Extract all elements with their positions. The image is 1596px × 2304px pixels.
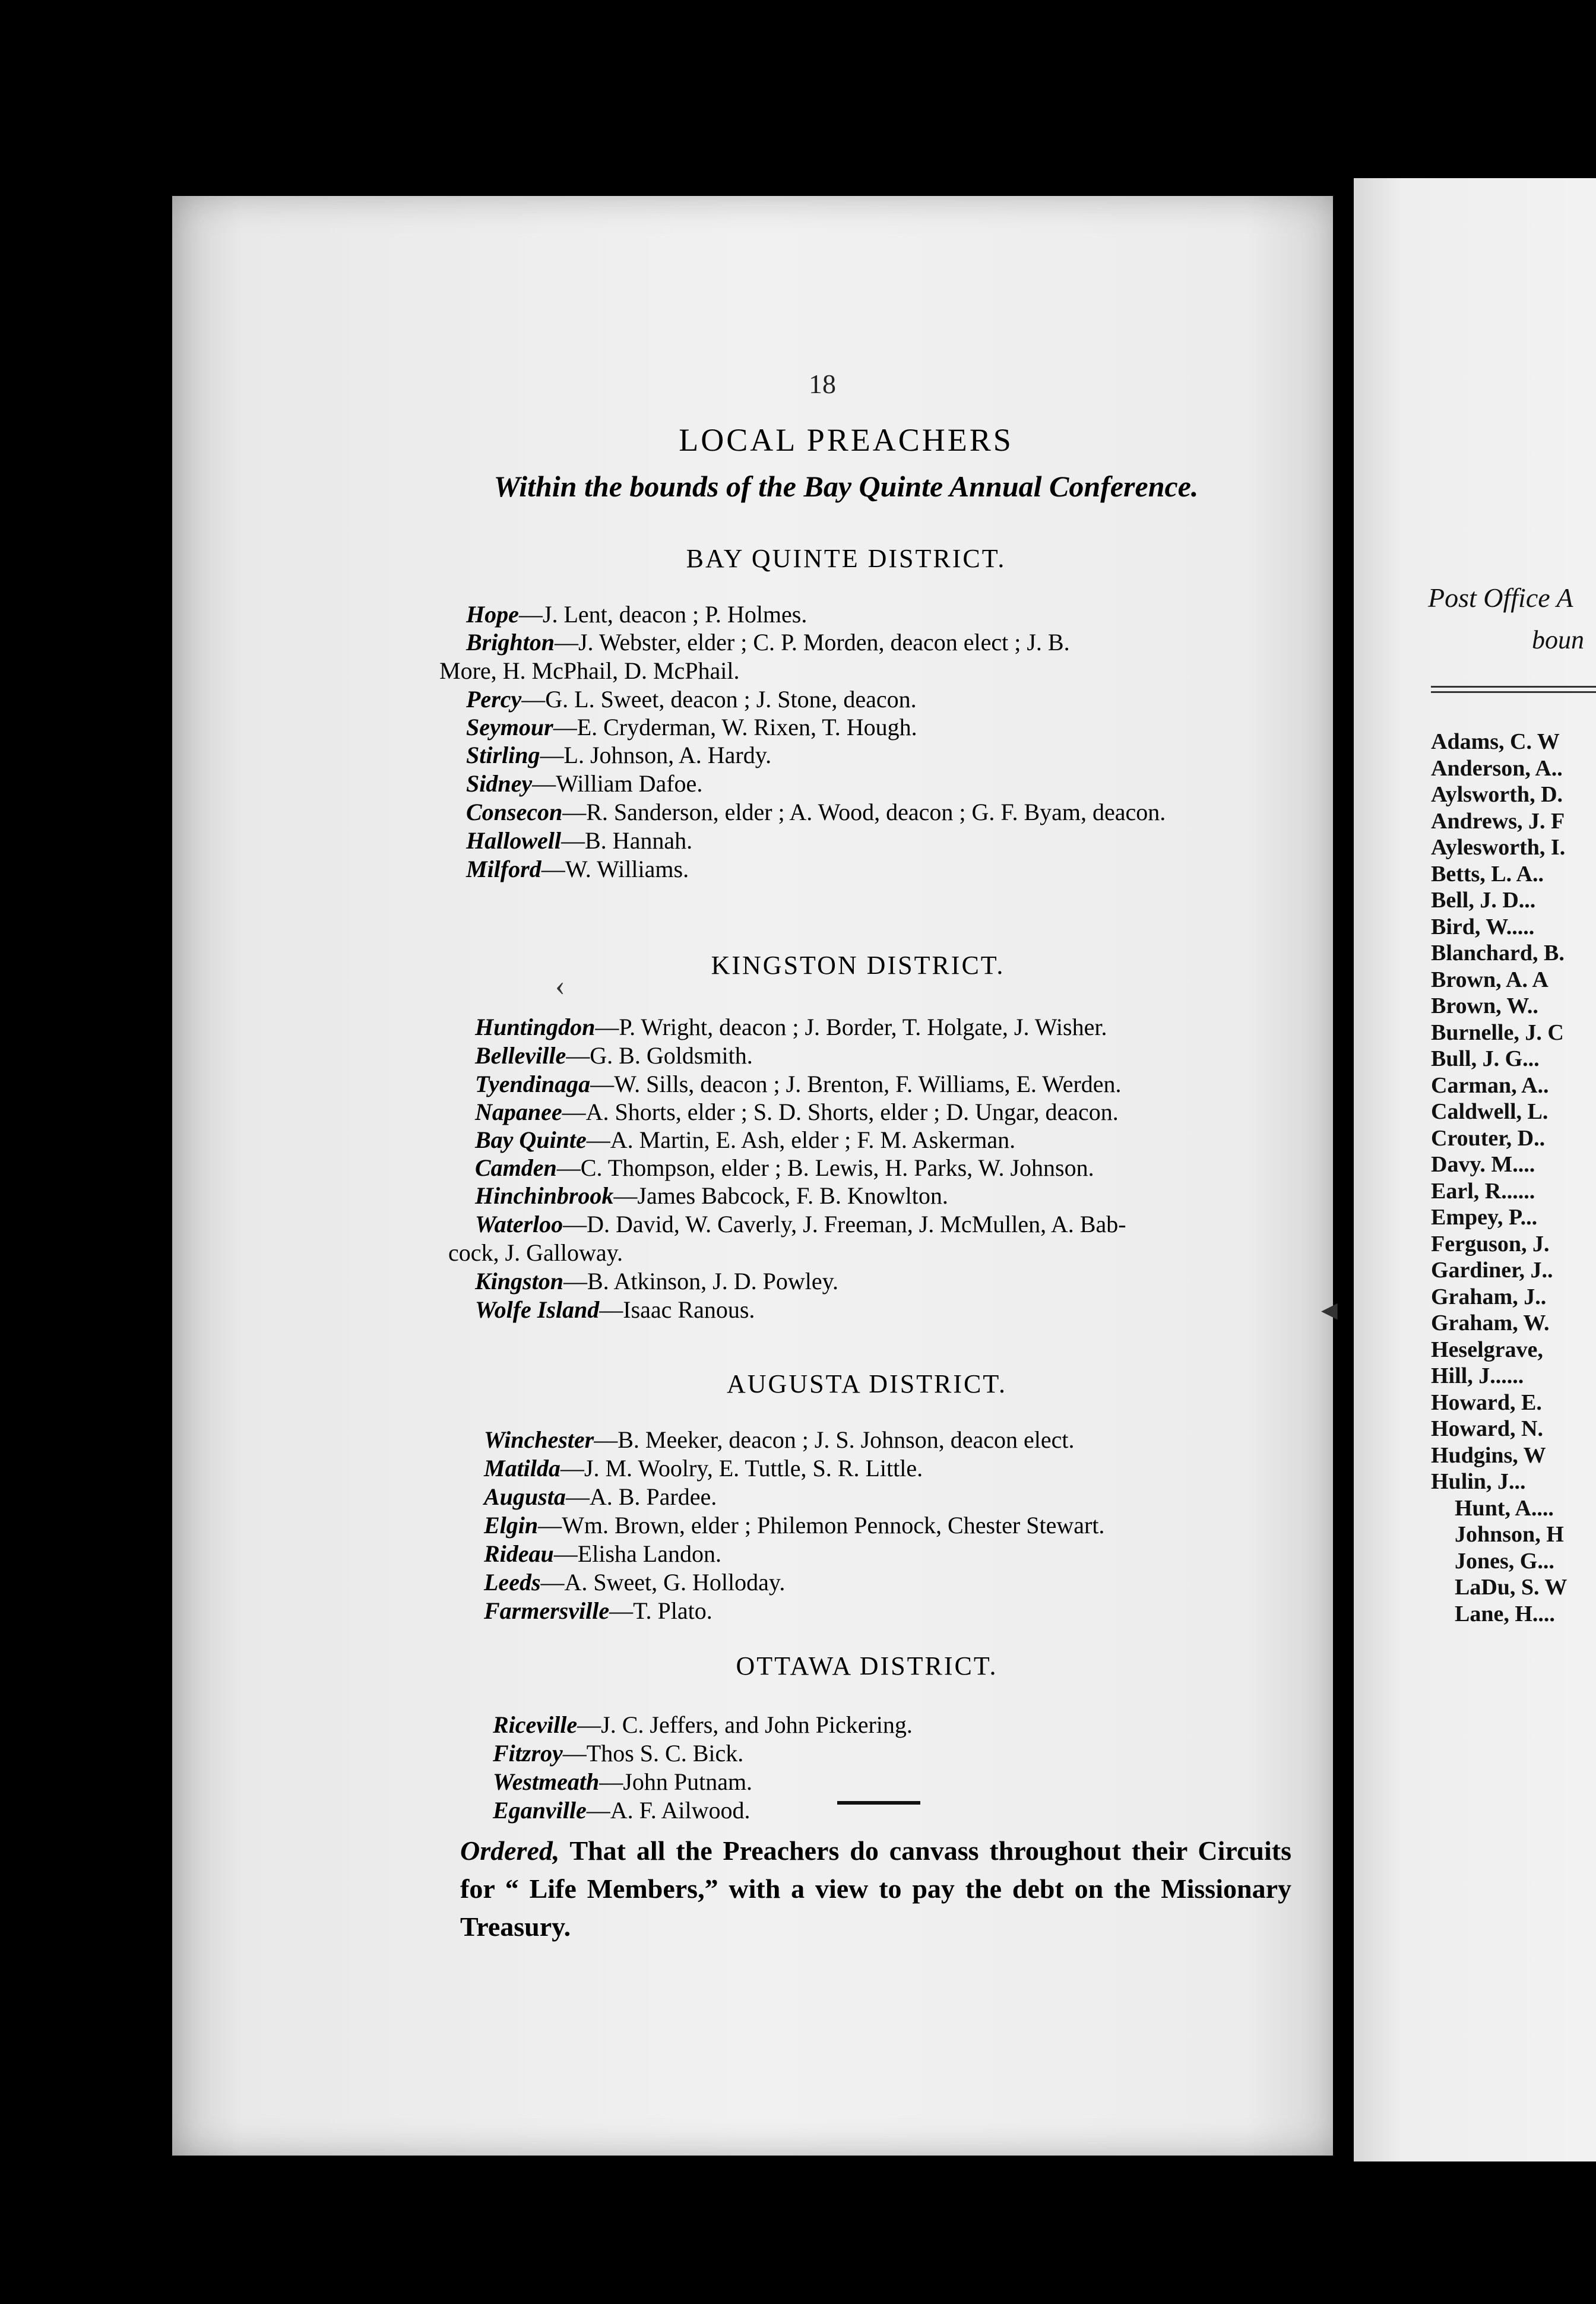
entry-text: —Elisha Landon. <box>553 1540 721 1567</box>
page-number: 18 <box>809 369 836 399</box>
entry-wolfe-island <box>475 1298 755 1322</box>
place-name: Milford <box>466 856 542 882</box>
place-name: Hope <box>466 601 519 628</box>
right-page-name-entry: Graham, W. <box>1431 1311 1550 1335</box>
right-page-name-entry: Crouter, D.. <box>1431 1125 1546 1151</box>
entry-text: —J. Webster, elder ; C. P. Morden, deacon elect ; J. B. <box>554 629 1070 656</box>
right-page-name-entry: Ferguson, J. <box>1431 1231 1550 1257</box>
entry-text: —J. M. Woolry, E. Tuttle, S. R. Little. <box>560 1455 923 1482</box>
right-page-name-entry: Hunt, A.... <box>1455 1495 1554 1521</box>
entry-waterloo <box>475 1213 1126 1236</box>
resolution-lead: Ordered, <box>460 1835 560 1866</box>
entry-westmeath <box>493 1770 752 1794</box>
entry-sidney <box>466 772 702 796</box>
entry-tyendinaga <box>475 1072 1122 1096</box>
place-name: Matilda <box>484 1455 560 1482</box>
page-gutter <box>1333 172 1354 2167</box>
resolution-paragraph <box>460 1832 1291 1946</box>
place-name: Elgin <box>484 1512 539 1539</box>
place-name: Leeds <box>484 1569 541 1596</box>
entry-fitzroy <box>493 1742 743 1765</box>
entry-rideau <box>484 1542 721 1566</box>
entry-text: —A. B. Pardee. <box>565 1483 717 1510</box>
right-page-name-entry: Jones, G... <box>1455 1548 1554 1574</box>
entry-hope <box>466 603 807 626</box>
entry-waterloo-continuation: cock, J. Galloway. <box>448 1239 623 1266</box>
place-name: Fitzroy <box>493 1740 563 1767</box>
entry-text: —W. Williams. <box>541 856 689 882</box>
right-page-name-entry: Burnelle, J. C <box>1431 1020 1564 1045</box>
entry-riceville <box>493 1713 913 1737</box>
resolution-text: That all the Preachers do canvass throughout their Circuits for “ Life Members,” with a view to pay the debt on the Missionary Treasury. <box>460 1835 1291 1942</box>
entry-text: —A. F. Ailwood. <box>586 1797 750 1824</box>
entry-text: —D. David, W. Caverly, J. Freeman, J. McMullen, A. Bab- <box>563 1211 1126 1238</box>
page-heading: LOCAL PREACHERS <box>679 422 1014 458</box>
entry-brighton-continuation: More, H. McPhail, D. McPhail. <box>439 657 740 684</box>
place-name: Consecon <box>466 799 563 825</box>
place-name: Kingston <box>475 1268 563 1295</box>
place-name: Farmersville <box>484 1597 610 1624</box>
place-name: Hinchinbrook <box>475 1182 614 1209</box>
right-page-name-entry: Brown, A. A <box>1431 967 1548 992</box>
entry-text: —B. Hannah. <box>561 827 693 854</box>
section-divider <box>837 1801 920 1805</box>
right-page-name-entry: Hill, J...... <box>1431 1363 1524 1388</box>
right-page-name-entry: Brown, W.. <box>1431 993 1538 1018</box>
place-name: Wolfe Island <box>475 1296 600 1323</box>
entry-text: —B. Meeker, deacon ; J. S. Johnson, deacon elect. <box>594 1426 1075 1453</box>
right-page-rule <box>1431 686 1596 688</box>
entry-huntingdon <box>475 1015 1107 1039</box>
place-name: Winchester <box>484 1426 594 1453</box>
right-page-name-entry: Blanchard, B. <box>1431 941 1565 966</box>
right-page-name-entry: Graham, J.. <box>1431 1284 1547 1309</box>
entry-text: —Isaac Ranous. <box>599 1296 755 1323</box>
district-heading-ottawa: OTTAWA DISTRICT. <box>736 1651 998 1680</box>
right-page-name-entry: Davy. M.... <box>1431 1152 1535 1177</box>
entry-bay-quinte <box>475 1128 1015 1152</box>
entry-text: —A. Sweet, G. Holloday. <box>540 1569 786 1596</box>
entry-consecon <box>466 800 1166 824</box>
entry-text: —William Dafoe. <box>532 770 703 797</box>
place-name: Hallowell <box>466 827 561 854</box>
place-name: Huntingdon <box>475 1014 596 1040</box>
entry-augusta <box>484 1485 717 1509</box>
place-name: Tyendinaga <box>475 1071 591 1097</box>
entry-text: —G. L. Sweet, deacon ; J. Stone, deacon. <box>521 686 917 713</box>
district-heading-kingston: KINGSTON DISTRICT. <box>711 951 1005 980</box>
right-page-name-entry: Anderson, A.. <box>1431 755 1563 781</box>
entry-hinchinbrook <box>475 1184 948 1208</box>
entry-text: —A. Shorts, elder ; S. D. Shorts, elder ; D. Ungar, deacon. <box>562 1099 1119 1125</box>
entry-text: —C. Thompson, elder ; B. Lewis, H. Parks, W. Johnson. <box>556 1154 1094 1181</box>
entry-text: —R. Sanderson, elder ; A. Wood, deacon ; G. F. Byam, deacon. <box>562 799 1166 825</box>
right-page-subtitle: boun <box>1532 625 1584 654</box>
right-page-name-entry: Johnson, H <box>1455 1522 1564 1547</box>
place-name: Percy <box>466 686 522 713</box>
entry-text: —Wm. Brown, elder ; Philemon Pennock, Chester Stewart. <box>538 1512 1105 1539</box>
right-page-name-entry: Bull, J. G... <box>1431 1046 1540 1071</box>
place-name: Napanee <box>475 1099 562 1125</box>
right-page-name-entry: Betts, L. A.. <box>1431 861 1544 887</box>
right-page-name-entry: Gardiner, J.. <box>1431 1258 1553 1283</box>
entry-milford <box>466 857 689 881</box>
district-heading-augusta: AUGUSTA DISTRICT. <box>726 1369 1008 1398</box>
district-heading-bay-quinte: BAY QUINTE DISTRICT. <box>686 544 1006 573</box>
place-name: Eganville <box>493 1797 587 1824</box>
entry-text: —James Babcock, F. B. Knowlton. <box>613 1182 948 1209</box>
entry-text: —J. C. Jeffers, and John Pickering. <box>577 1711 913 1738</box>
entry-text: —G. B. Goldsmith. <box>566 1042 753 1069</box>
right-page-rule <box>1431 691 1596 693</box>
entry-text: —B. Atkinson, J. D. Powley. <box>563 1268 838 1295</box>
entry-elgin <box>484 1514 1104 1537</box>
entry-eganville <box>493 1799 750 1822</box>
entry-kingston <box>475 1270 838 1293</box>
right-page-name-entry: Carman, A.. <box>1431 1072 1549 1098</box>
entry-stirling <box>466 743 771 767</box>
entry-text: —E. Cryderman, W. Rixen, T. Hough. <box>553 714 917 740</box>
page-subheading: Within the bounds of the Bay Quinte Annual Conference. <box>493 470 1199 503</box>
place-name: Riceville <box>493 1711 578 1738</box>
margin-mark: ‹ <box>555 969 565 1002</box>
entry-percy <box>466 688 917 711</box>
place-name: Brighton <box>466 629 555 656</box>
entry-leeds <box>484 1571 785 1594</box>
right-page-name-entry: Bell, J. D... <box>1431 888 1536 913</box>
place-name: Stirling <box>466 742 540 768</box>
place-name: Westmeath <box>493 1768 600 1795</box>
entry-hallowell <box>466 829 692 853</box>
entry-matilda <box>484 1457 923 1480</box>
entry-text: —John Putnam. <box>599 1768 753 1795</box>
entry-camden <box>475 1156 1094 1180</box>
right-page-title: Post Office A <box>1428 583 1573 613</box>
right-page-name-entry: Bird, W..... <box>1431 914 1535 939</box>
entry-text: —W. Sills, deacon ; J. Brenton, F. Williams, E. Werden. <box>590 1071 1122 1097</box>
right-page <box>1354 178 1596 2161</box>
right-page-name-entry: Lane, H.... <box>1455 1601 1555 1626</box>
entry-napanee <box>475 1100 1119 1124</box>
margin-mark: ◀ <box>1321 1298 1338 1322</box>
place-name: Belleville <box>475 1042 566 1069</box>
entry-seymour <box>466 716 917 739</box>
entry-text: —P. Wright, deacon ; J. Border, T. Holgate, J. Wisher. <box>595 1014 1107 1040</box>
right-page-name-entry: LaDu, S. W <box>1455 1575 1568 1600</box>
right-page-name-entry: Aylesworth, I. <box>1431 835 1566 860</box>
place-name: Sidney <box>466 770 533 797</box>
right-page-name-entry: Howard, N. <box>1431 1416 1543 1441</box>
place-name: Rideau <box>484 1540 554 1567</box>
entry-winchester <box>484 1428 1075 1452</box>
entry-brighton <box>466 631 1070 654</box>
right-page-name-entry: Heselgrave, <box>1431 1337 1543 1362</box>
place-name: Augusta <box>484 1483 566 1510</box>
right-page-name-entry: Howard, E. <box>1431 1390 1542 1415</box>
place-name: Camden <box>475 1154 557 1181</box>
entry-belleville <box>475 1044 753 1068</box>
right-page-name-entry: Earl, R...... <box>1431 1178 1535 1204</box>
entry-farmersville <box>484 1599 712 1623</box>
entry-text: —J. Lent, deacon ; P. Holmes. <box>518 601 808 628</box>
right-page-name-entry: Hudgins, W <box>1431 1442 1546 1468</box>
right-page-name-entry: Caldwell, L. <box>1431 1099 1548 1124</box>
right-page-name-entry: Aylsworth, D. <box>1431 782 1563 807</box>
entry-text: —Thos S. C. Bick. <box>562 1740 744 1767</box>
place-name: Seymour <box>466 714 553 740</box>
right-page-name-entry: Empey, P... <box>1431 1205 1538 1230</box>
right-page-name-entry: Andrews, J. F <box>1431 808 1565 834</box>
entry-text: —A. Martin, E. Ash, elder ; F. M. Askerman. <box>586 1126 1016 1153</box>
place-name: Waterloo <box>475 1211 563 1238</box>
place-name: Bay Quinte <box>475 1126 587 1153</box>
entry-text: —L. Johnson, A. Hardy. <box>540 742 772 768</box>
entry-text: —T. Plato. <box>609 1597 712 1624</box>
right-page-name-entry: Hulin, J... <box>1431 1469 1526 1494</box>
right-page-name-entry: Adams, C. W <box>1431 729 1560 754</box>
